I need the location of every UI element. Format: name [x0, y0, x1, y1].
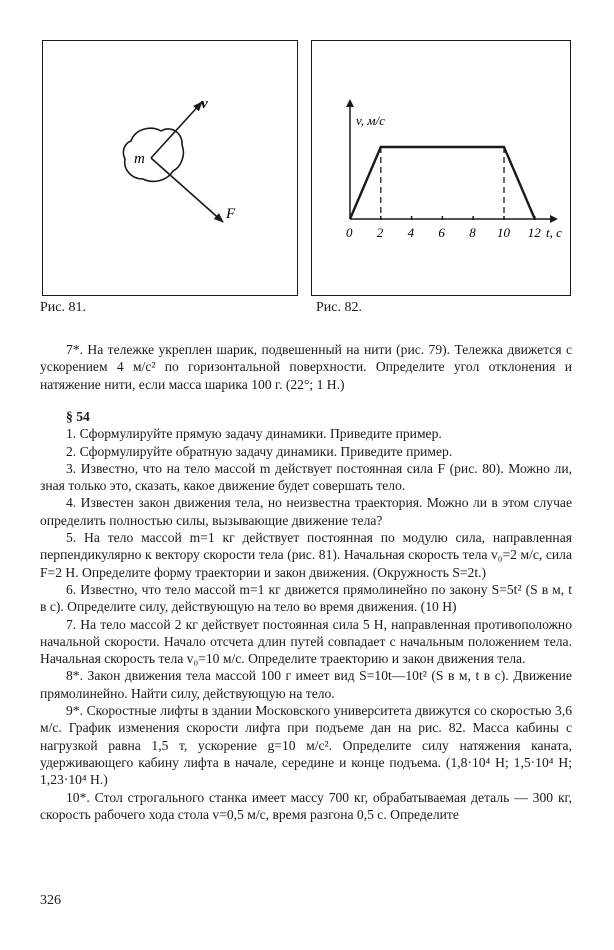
- question-2: 2. Сформулируйте обратную задачу динамики. Приведите пример.: [66, 443, 453, 459]
- force-arrow: [151, 158, 223, 222]
- figure-82-chart: [312, 41, 572, 297]
- y-axis-label: v, м/с: [356, 113, 385, 128]
- x-tick-label: 4: [407, 225, 415, 240]
- x-tick-label: 2: [376, 225, 384, 240]
- x-tick-label: 8: [469, 225, 476, 240]
- x-tick-label: 0: [346, 225, 353, 240]
- question-1: 1. Сформулируйте прямую задачу динамики. Приведите пример.: [66, 426, 442, 442]
- question-5: 5. На тело массой m=1 кг действует постоянная по модулю сила, направленная перпендикулярно к вектору скорости тела (рис. 81). Начальная скорость тела v₀=2 м/с, сила F=2 Н. Определите форму траектории и закон движения. (Окружность S=2t.): [40, 530, 572, 580]
- question-10: 10*. Стол строгального станка имеет массу 700 кг, обрабатываемая деталь — 300 кг, скорость рабочего хода стола v=0,5 м/с, время разгона 0,5 с. Определите: [40, 789, 572, 822]
- force-label: F: [226, 206, 236, 222]
- page-number: 326: [40, 893, 61, 908]
- velocity-series-line: [350, 147, 535, 219]
- problem-7-star: 7*. На тележке укреплен шарик, подвешенный на нити (рис. 79). Тележка движется с ускорением 4 м/с² по горизонтальной поверхности. Определите угол отклонения и натяжение нити, если масса шарика 100 г. (22°; 1 Н.): [40, 342, 572, 392]
- velocity-label: v: [201, 96, 208, 112]
- question-3: 3. Известно, что на тело массой m действует постоянная сила F (рис. 80). Можно ли, зная только это, сказать, какое движение будет совершать тело.: [40, 460, 572, 494]
- mass-label: m: [134, 151, 145, 167]
- question-4: 4. Известен закон движения тела, но неизвестна траектория. Можно ли в этом случае определить полностью силы, вызывающие движение тела?: [40, 495, 572, 528]
- figure-82: [311, 40, 571, 296]
- figure-81-drawing: [43, 41, 299, 297]
- x-tick-label: 6: [438, 225, 445, 240]
- question-7: 7. На тело массой 2 кг действует постоянная сила 5 Н, направленная противоположно начальной скорости. Начало отсчета длин путей совпадает с начальным положением тела. Начальная скорость тела v₀=10 м/с. Определите траекторию и закон движения тела.: [40, 616, 572, 667]
- question-6: 6. Известно, что тело массой m=1 кг движется прямолинейно по закону S=5t² (S в м, t в с). Определите силу, действующую на тело во время движения. (10 Н): [40, 581, 572, 615]
- x-axis-label: t, c: [546, 225, 562, 240]
- figure-81: [42, 40, 298, 296]
- question-8: 8*. Закон движения тела массой 100 г имеет вид S=10t—10t² (S в м, t в с). Движение прямолинейно. Найти силу, действующую на тело.: [40, 668, 572, 701]
- figure-81-caption: Рис. 81.: [40, 300, 86, 315]
- question-9: 9*. Скоростные лифты в здании Московского университета движутся со скоростью 3,6 м/с. График изменения скорости лифта при подъеме дан на рис. 82. Масса кабины с нагрузкой равна 1,5 т, ускорение g=10 м/с². Определите силу натяжения каната, удерживающего кабину лифта в начале, середине и конце подъема. (1,8·10⁴ Н; 1,5·10⁴ Н; 1,23·10⁴ Н.): [40, 703, 572, 788]
- problem-7-block: [40, 341, 572, 393]
- section-54: [40, 408, 572, 823]
- x-tick-label: 12: [527, 225, 541, 240]
- section-title: § 54: [66, 409, 90, 424]
- figure-82-caption: Рис. 82.: [316, 300, 362, 315]
- x-tick-label: 10: [497, 225, 510, 240]
